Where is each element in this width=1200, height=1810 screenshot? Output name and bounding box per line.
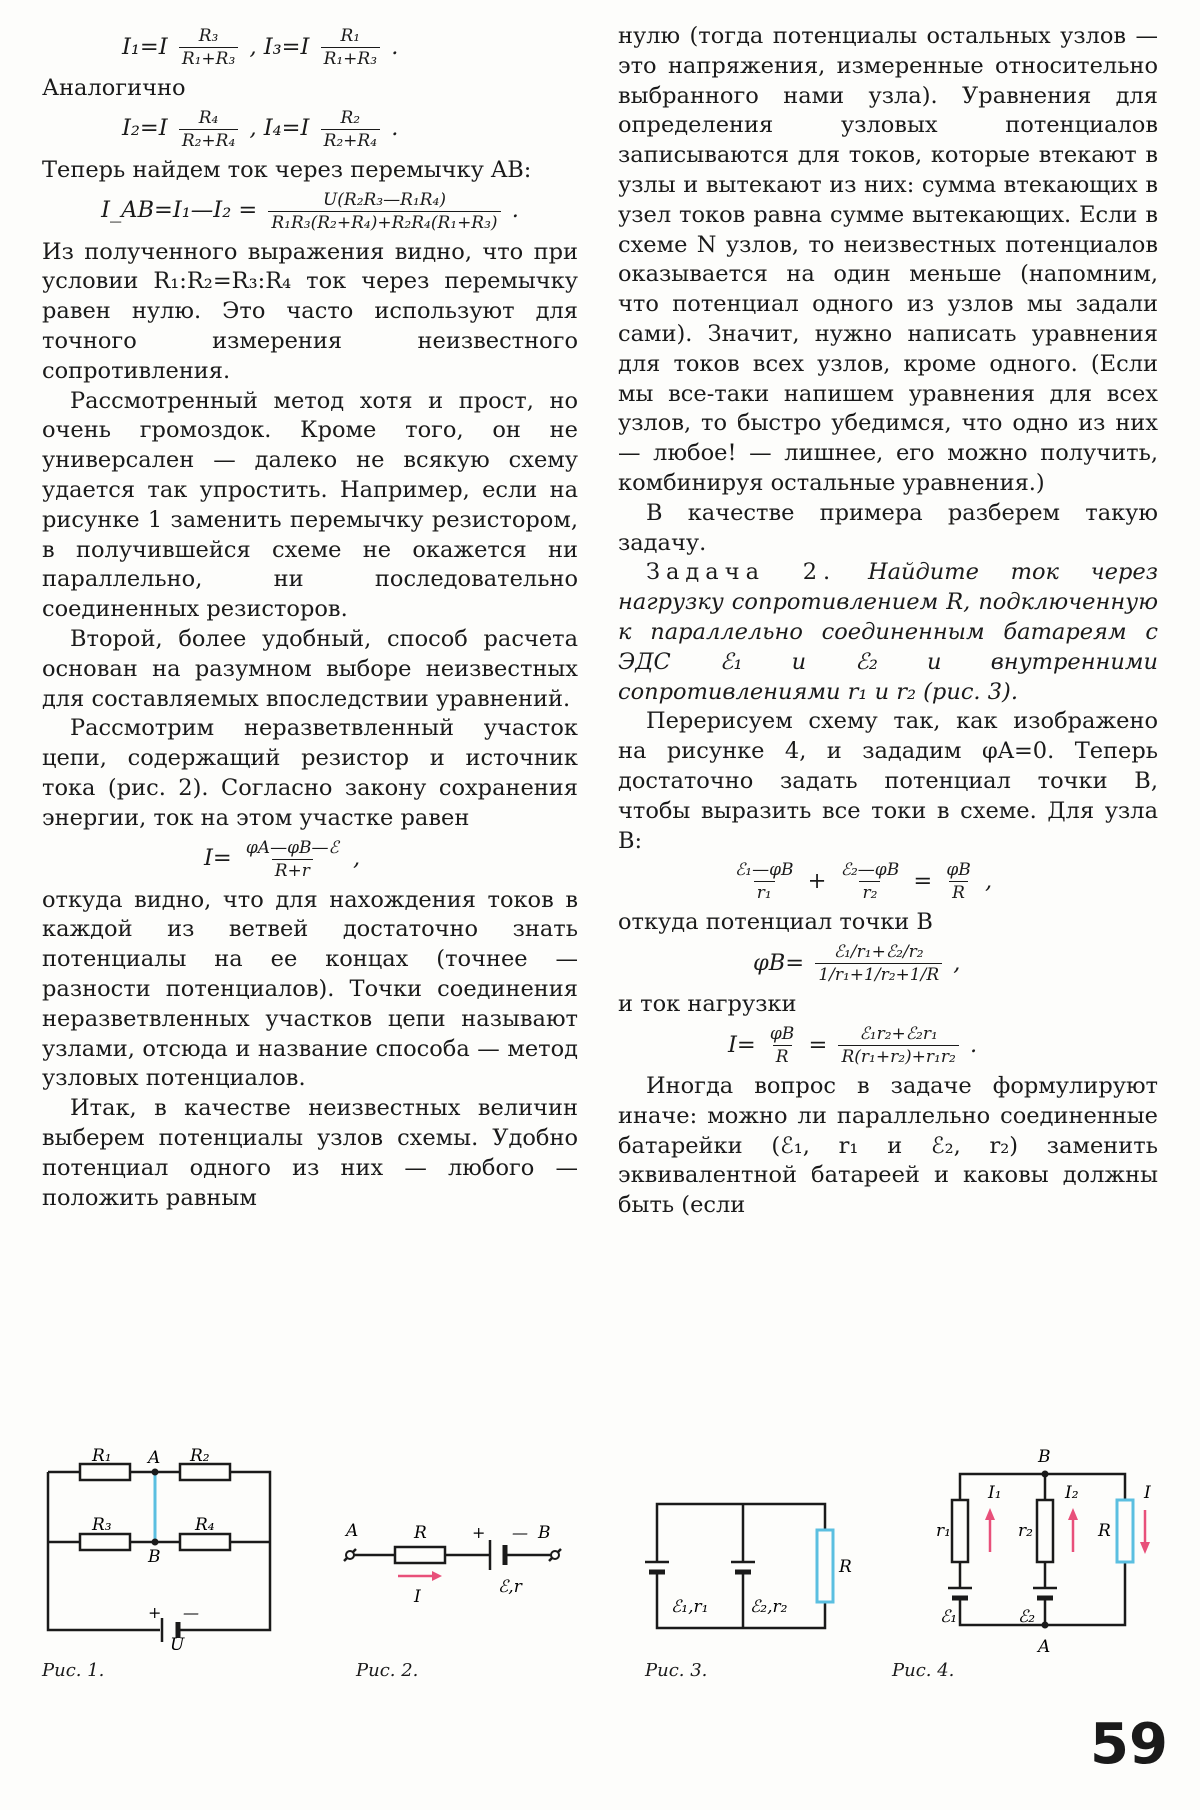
figure-1-circuit xyxy=(40,1446,280,1655)
eq-text: , I₄=I xyxy=(249,115,310,142)
fig4-label: r₂ xyxy=(1018,1521,1033,1541)
fig4-label: I₁ xyxy=(988,1483,1002,1503)
eq-text: = xyxy=(913,867,933,894)
fig4-label: B xyxy=(1038,1447,1051,1467)
denominator: R₁+R₃ xyxy=(179,47,238,70)
fraction xyxy=(179,107,238,152)
fig3-label: ℰ₁,r₁ xyxy=(671,1597,709,1617)
fig4-label: ℰ₁ xyxy=(940,1607,958,1627)
paragraph: Перерисуем схему так, как изображено на рисунке 4, и зададим φA=0. Теперь достаточно задать потенциал точки B, чтобы выразить все токи в схеме. Для узла B: xyxy=(618,708,1158,854)
equation-current xyxy=(42,837,578,882)
eq-text: I₂=I xyxy=(122,115,168,142)
eq-text: , I₃=I xyxy=(249,33,310,60)
denominator: R₂+R₄ xyxy=(179,129,238,152)
fraction xyxy=(943,859,973,904)
eq-text: , xyxy=(984,867,993,894)
fraction xyxy=(321,25,380,70)
denominator: r₁ xyxy=(754,881,775,904)
eq-text: I= xyxy=(728,1031,756,1058)
fig1-label: B xyxy=(148,1547,161,1567)
eq-text: φB= xyxy=(753,949,805,976)
left-column xyxy=(42,22,578,1213)
paragraph: Второй, более удобный, способ расчета основан на разумном выборе неизвестных для составляемых впоследствии уравнений. xyxy=(42,625,578,712)
paragraph: откуда потенциал точки B xyxy=(618,909,933,936)
paragraph: и ток нагрузки xyxy=(618,991,797,1018)
paragraph: Рассмотрим неразветвленный участок цепи, содержащий резистор и источник тока (рис. 2). Согласно закону сохранения энергии, ток на этом участке равен xyxy=(42,715,578,831)
fig4-label: ℰ₂ xyxy=(1018,1607,1036,1627)
fraction xyxy=(732,859,797,904)
task-text: Найдите ток через нагрузку сопротивлением R, подключенную к параллельно соединенным батареям с ЭДС ℰ₁ и ℰ₂ и внутренними сопротивлениями r₁ и r₂ (рис. 3). xyxy=(618,559,1158,705)
fig1-label: R₂ xyxy=(190,1446,210,1466)
figure-4-caption: Рис. 4. xyxy=(892,1660,955,1681)
paragraph: Из полученного выражения видно, что при условии R₁:R₂=R₃:R₄ ток через перемычку равен нулю. Это часто используют для точного измерения неизвестного сопротивления. xyxy=(42,238,578,384)
equation-node-b xyxy=(618,859,1158,904)
denominator: R₂+R₄ xyxy=(321,129,380,152)
paragraph: Итак, в качестве неизвестных величин выберем потенциалы узлов схемы. Удобно потенциал одного из них — любого — положить равным xyxy=(42,1095,578,1211)
fraction xyxy=(179,25,238,70)
numerator: U(R₂R₃—R₁R₄) xyxy=(322,189,446,210)
fig3-label: ℰ₂,r₂ xyxy=(750,1597,788,1617)
fraction xyxy=(268,189,500,234)
fig1-label: R₃ xyxy=(92,1515,112,1535)
figure-3-circuit xyxy=(635,1490,865,1640)
eq-text: . xyxy=(391,115,399,142)
figure-2-circuit xyxy=(340,1510,570,1610)
fraction xyxy=(815,941,942,986)
equation-i2-i4 xyxy=(42,107,578,152)
fig2-label: I xyxy=(414,1587,421,1607)
fig2-label: + xyxy=(472,1523,486,1542)
figure-2-caption: Рис. 2. xyxy=(356,1660,419,1681)
eq-text: . xyxy=(391,33,399,60)
paragraph: Теперь найдем ток через перемычку AB: xyxy=(42,156,532,183)
denominator: r₂ xyxy=(859,881,880,904)
fraction xyxy=(321,107,380,152)
denominator: R₁R₃(R₂+R₄)+R₂R₄(R₁+R₃) xyxy=(268,211,500,234)
paragraph: В качестве примера разберем такую задачу. xyxy=(618,499,1158,556)
numerator: ℰ₁r₂+ℰ₂r₁ xyxy=(859,1023,938,1044)
eq-text: . xyxy=(511,197,519,224)
fig1-label: U xyxy=(170,1635,185,1655)
fraction xyxy=(838,1023,958,1068)
fig2-label: A xyxy=(346,1521,359,1541)
eq-text: . xyxy=(969,1031,978,1058)
fig1-label: R₁ xyxy=(92,1446,112,1466)
paragraph: откуда видно, что для нахождения токов в каждой из ветвей достаточно знать потенциалы на ее концах (точнее — разности потенциалов). Точки соединения неразветвленных участков цепи называют узлами, отсюда и название способа — метод узловых потенциалов. xyxy=(42,886,578,1092)
paragraph: Аналогично xyxy=(42,75,186,101)
paragraph: нулю (тогда потенциалы остальных узлов — это напряжения, измеренные относительно выбранного нами узла). Уравнения для определения узловых потенциалов записываются для токов, которые втекают в узлы и вытекают из них: сумма втекающих в узел токов равна сумме вытекающих. Если в схеме N узлов, то неизвестных потенциалов оказывается на один меньше (напомним, что потенциал одного из узлов мы задали сами). Значит, нужно написать уравнения для токов всех узлов, кроме одного. (Если мы все-таки напишем уравнения для всех узлов, то быстро убедимся, что одно из них — любое! — лишнее, его можно получить, комбинируя остальные уравнения.) xyxy=(618,23,1158,496)
fraction xyxy=(243,837,342,882)
eq-text: I= xyxy=(204,845,232,872)
equation-iab xyxy=(42,189,578,234)
denominator: R xyxy=(773,1045,792,1068)
numerator: R₁ xyxy=(340,26,361,46)
fig4-label: A xyxy=(1038,1637,1051,1657)
numerator: ℰ₂—φB xyxy=(840,860,900,881)
fig2-label: R xyxy=(414,1523,427,1543)
fig2-label: B xyxy=(538,1523,551,1543)
denominator: R+r xyxy=(272,859,313,882)
fraction xyxy=(838,859,903,904)
fig2-label: — xyxy=(512,1523,528,1542)
equation-load-current xyxy=(618,1023,1158,1068)
fig1-label: A xyxy=(148,1448,161,1468)
numerator: φB xyxy=(769,1023,795,1044)
fig1-label: + xyxy=(148,1603,162,1622)
fig4-label: r₁ xyxy=(936,1521,951,1541)
numerator: ℰ₁—φB xyxy=(735,860,794,881)
figure-3-caption: Рис. 3. xyxy=(645,1660,708,1681)
right-column xyxy=(618,22,1158,1221)
page-number: 59 xyxy=(1090,1712,1168,1777)
fraction xyxy=(767,1023,797,1068)
fig4-label: I xyxy=(1144,1483,1151,1503)
numerator: ℰ₁/r₁+ℰ₂/r₂ xyxy=(833,942,924,963)
eq-text: + xyxy=(807,867,827,894)
fig1-label: — xyxy=(183,1603,199,1622)
paragraph: Рассмотренный метод хотя и прост, но очень громоздок. Кроме того, он не универсален — далеко не всякую схему удается так упростить. Например, если на рисунке 1 заменить перемычку резистором, в получившейся схеме не окажется ни параллельно, ни последовательно соединенных резисторов. xyxy=(42,387,578,623)
eq-text: , xyxy=(352,845,361,872)
fig1-label: R₄ xyxy=(195,1515,215,1535)
fig3-label: R xyxy=(839,1557,852,1577)
figure-1-caption: Рис. 1. xyxy=(42,1660,105,1681)
denominator: R₁+R₃ xyxy=(321,47,380,70)
eq-text: I_AB=I₁—I₂ = xyxy=(101,197,258,224)
eq-text: = xyxy=(808,1031,828,1058)
numerator: φB xyxy=(946,860,971,881)
paragraph: Иногда вопрос в задаче формулируют иначе: можно ли параллельно соединенные батарейки (ℰ₁, r₁ и ℰ₂, r₂) заменить эквивалентной батареей и каковы должны быть (если xyxy=(618,1072,1158,1219)
equation-phi-b xyxy=(618,941,1158,986)
eq-text: , xyxy=(953,949,961,976)
eq-text: I₁=I xyxy=(122,33,168,60)
task-label: Задача 2. xyxy=(646,559,837,586)
task-paragraph xyxy=(618,558,1158,707)
numerator: R₄ xyxy=(198,107,219,128)
fig4-label: R xyxy=(1098,1521,1111,1541)
denominator: 1/r₁+1/r₂+1/R xyxy=(815,963,942,986)
fig4-label: I₂ xyxy=(1065,1483,1079,1503)
numerator: R₂ xyxy=(340,107,361,128)
fig2-label: ℰ,r xyxy=(498,1577,522,1597)
denominator: R xyxy=(949,881,968,904)
numerator: R₃ xyxy=(198,26,219,46)
numerator: φA—φB—ℰ xyxy=(245,837,339,858)
equation-i1-i3 xyxy=(42,25,578,70)
figure-4-circuit xyxy=(910,1440,1150,1660)
denominator: R(r₁+r₂)+r₁r₂ xyxy=(838,1045,958,1068)
